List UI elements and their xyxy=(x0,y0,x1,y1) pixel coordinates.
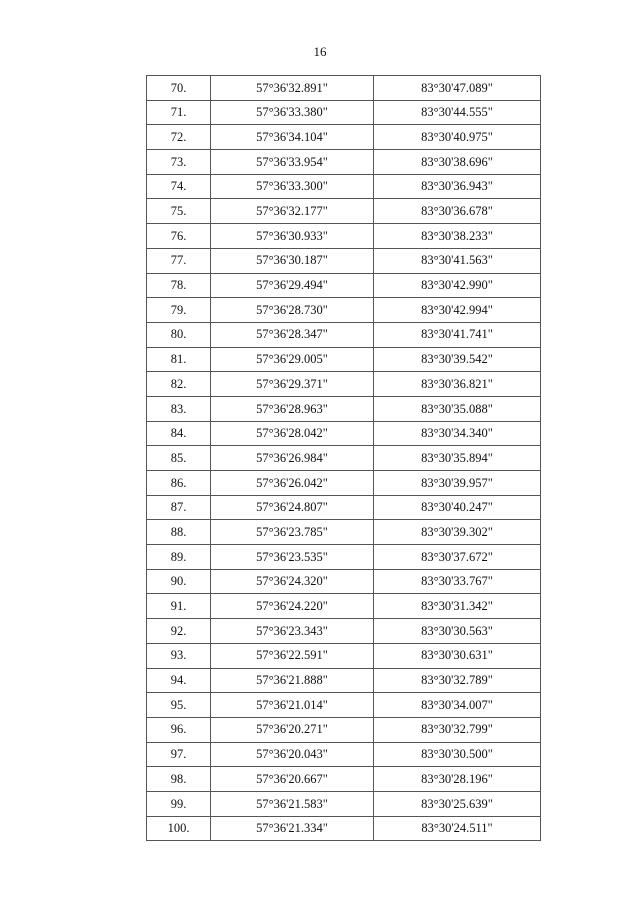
point-number-cell: 77. xyxy=(147,248,211,273)
latitude-cell: 57°36'20.043" xyxy=(211,742,374,767)
point-number-cell: 93. xyxy=(147,643,211,668)
longitude-cell: 83°30'31.342" xyxy=(374,594,541,619)
longitude-cell: 83°30'42.990" xyxy=(374,273,541,298)
longitude-cell: 83°30'38.233" xyxy=(374,224,541,249)
latitude-cell: 57°36'21.334" xyxy=(211,816,374,841)
table-row xyxy=(147,693,541,718)
longitude-cell: 83°30'30.563" xyxy=(374,619,541,644)
longitude-cell: 83°30'33.767" xyxy=(374,569,541,594)
table-row xyxy=(147,199,541,224)
longitude-cell: 83°30'38.696" xyxy=(374,150,541,175)
longitude-cell: 83°30'41.741" xyxy=(374,322,541,347)
longitude-cell: 83°30'37.672" xyxy=(374,545,541,570)
longitude-cell: 83°30'25.639" xyxy=(374,791,541,816)
latitude-cell: 57°36'23.535" xyxy=(211,545,374,570)
latitude-cell: 57°36'23.343" xyxy=(211,619,374,644)
latitude-cell: 57°36'34.104" xyxy=(211,125,374,150)
point-number-cell: 79. xyxy=(147,298,211,323)
table-row xyxy=(147,100,541,125)
point-number-cell: 97. xyxy=(147,742,211,767)
latitude-cell: 57°36'21.888" xyxy=(211,668,374,693)
point-number-cell: 89. xyxy=(147,545,211,570)
table-row xyxy=(147,717,541,742)
latitude-cell: 57°36'24.320" xyxy=(211,569,374,594)
latitude-cell: 57°36'29.005" xyxy=(211,347,374,372)
coordinates-table xyxy=(146,75,541,841)
point-number-cell: 99. xyxy=(147,791,211,816)
table-row xyxy=(147,767,541,792)
point-number-cell: 95. xyxy=(147,693,211,718)
point-number-cell: 91. xyxy=(147,594,211,619)
longitude-cell: 83°30'30.631" xyxy=(374,643,541,668)
longitude-cell: 83°30'39.957" xyxy=(374,471,541,496)
longitude-cell: 83°30'36.678" xyxy=(374,199,541,224)
latitude-cell: 57°36'20.667" xyxy=(211,767,374,792)
point-number-cell: 74. xyxy=(147,174,211,199)
table-row xyxy=(147,347,541,372)
table-row xyxy=(147,643,541,668)
point-number-cell: 76. xyxy=(147,224,211,249)
point-number-cell: 71. xyxy=(147,100,211,125)
longitude-cell: 83°30'30.500" xyxy=(374,742,541,767)
table-row xyxy=(147,125,541,150)
latitude-cell: 57°36'30.187" xyxy=(211,248,374,273)
latitude-cell: 57°36'28.042" xyxy=(211,421,374,446)
latitude-cell: 57°36'32.891" xyxy=(211,76,374,101)
table-row xyxy=(147,668,541,693)
latitude-cell: 57°36'29.371" xyxy=(211,372,374,397)
longitude-cell: 83°30'24.511" xyxy=(374,816,541,841)
table-row xyxy=(147,76,541,101)
latitude-cell: 57°36'30.933" xyxy=(211,224,374,249)
latitude-cell: 57°36'28.730" xyxy=(211,298,374,323)
latitude-cell: 57°36'24.220" xyxy=(211,594,374,619)
point-number-cell: 87. xyxy=(147,495,211,520)
point-number-cell: 100. xyxy=(147,816,211,841)
table-row xyxy=(147,372,541,397)
longitude-cell: 83°30'44.555" xyxy=(374,100,541,125)
table-row xyxy=(147,471,541,496)
table-row xyxy=(147,174,541,199)
latitude-cell: 57°36'28.347" xyxy=(211,322,374,347)
longitude-cell: 83°30'40.975" xyxy=(374,125,541,150)
latitude-cell: 57°36'33.300" xyxy=(211,174,374,199)
point-number-cell: 88. xyxy=(147,520,211,545)
table-row xyxy=(147,742,541,767)
table-row xyxy=(147,446,541,471)
longitude-cell: 83°30'34.007" xyxy=(374,693,541,718)
point-number-cell: 98. xyxy=(147,767,211,792)
longitude-cell: 83°30'35.894" xyxy=(374,446,541,471)
page-number: 16 xyxy=(313,44,327,59)
latitude-cell: 57°36'22.591" xyxy=(211,643,374,668)
longitude-cell: 83°30'41.563" xyxy=(374,248,541,273)
longitude-cell: 83°30'36.943" xyxy=(374,174,541,199)
latitude-cell: 57°36'33.380" xyxy=(211,100,374,125)
latitude-cell: 57°36'29.494" xyxy=(211,273,374,298)
table-row xyxy=(147,594,541,619)
point-number-cell: 72. xyxy=(147,125,211,150)
longitude-cell: 83°30'35.088" xyxy=(374,396,541,421)
point-number-cell: 84. xyxy=(147,421,211,446)
table-row xyxy=(147,816,541,841)
point-number-cell: 90. xyxy=(147,569,211,594)
latitude-cell: 57°36'26.042" xyxy=(211,471,374,496)
point-number-cell: 80. xyxy=(147,322,211,347)
table-row xyxy=(147,150,541,175)
table-row xyxy=(147,298,541,323)
table-row xyxy=(147,224,541,249)
coordinates-table-body xyxy=(147,76,541,841)
point-number-cell: 75. xyxy=(147,199,211,224)
table-row xyxy=(147,569,541,594)
table-row xyxy=(147,791,541,816)
longitude-cell: 83°30'32.789" xyxy=(374,668,541,693)
latitude-cell: 57°36'26.984" xyxy=(211,446,374,471)
longitude-cell: 83°30'42.994" xyxy=(374,298,541,323)
latitude-cell: 57°36'24.807" xyxy=(211,495,374,520)
point-number-cell: 78. xyxy=(147,273,211,298)
longitude-cell: 83°30'39.542" xyxy=(374,347,541,372)
point-number-cell: 70. xyxy=(147,76,211,101)
table-row xyxy=(147,495,541,520)
latitude-cell: 57°36'23.785" xyxy=(211,520,374,545)
point-number-cell: 96. xyxy=(147,717,211,742)
point-number-cell: 94. xyxy=(147,668,211,693)
table-row xyxy=(147,421,541,446)
longitude-cell: 83°30'36.821" xyxy=(374,372,541,397)
latitude-cell: 57°36'21.014" xyxy=(211,693,374,718)
point-number-cell: 86. xyxy=(147,471,211,496)
latitude-cell: 57°36'28.963" xyxy=(211,396,374,421)
longitude-cell: 83°30'32.799" xyxy=(374,717,541,742)
point-number-cell: 81. xyxy=(147,347,211,372)
longitude-cell: 83°30'40.247" xyxy=(374,495,541,520)
longitude-cell: 83°30'34.340" xyxy=(374,421,541,446)
longitude-cell: 83°30'39.302" xyxy=(374,520,541,545)
table-row xyxy=(147,520,541,545)
point-number-cell: 92. xyxy=(147,619,211,644)
latitude-cell: 57°36'20.271" xyxy=(211,717,374,742)
point-number-cell: 83. xyxy=(147,396,211,421)
table-row xyxy=(147,545,541,570)
latitude-cell: 57°36'32.177" xyxy=(211,199,374,224)
point-number-cell: 82. xyxy=(147,372,211,397)
point-number-cell: 73. xyxy=(147,150,211,175)
longitude-cell: 83°30'47.089" xyxy=(374,76,541,101)
table-row xyxy=(147,396,541,421)
table-row xyxy=(147,248,541,273)
table-row xyxy=(147,619,541,644)
point-number-cell: 85. xyxy=(147,446,211,471)
latitude-cell: 57°36'33.954" xyxy=(211,150,374,175)
longitude-cell: 83°30'28.196" xyxy=(374,767,541,792)
table-row xyxy=(147,322,541,347)
latitude-cell: 57°36'21.583" xyxy=(211,791,374,816)
table-row xyxy=(147,273,541,298)
